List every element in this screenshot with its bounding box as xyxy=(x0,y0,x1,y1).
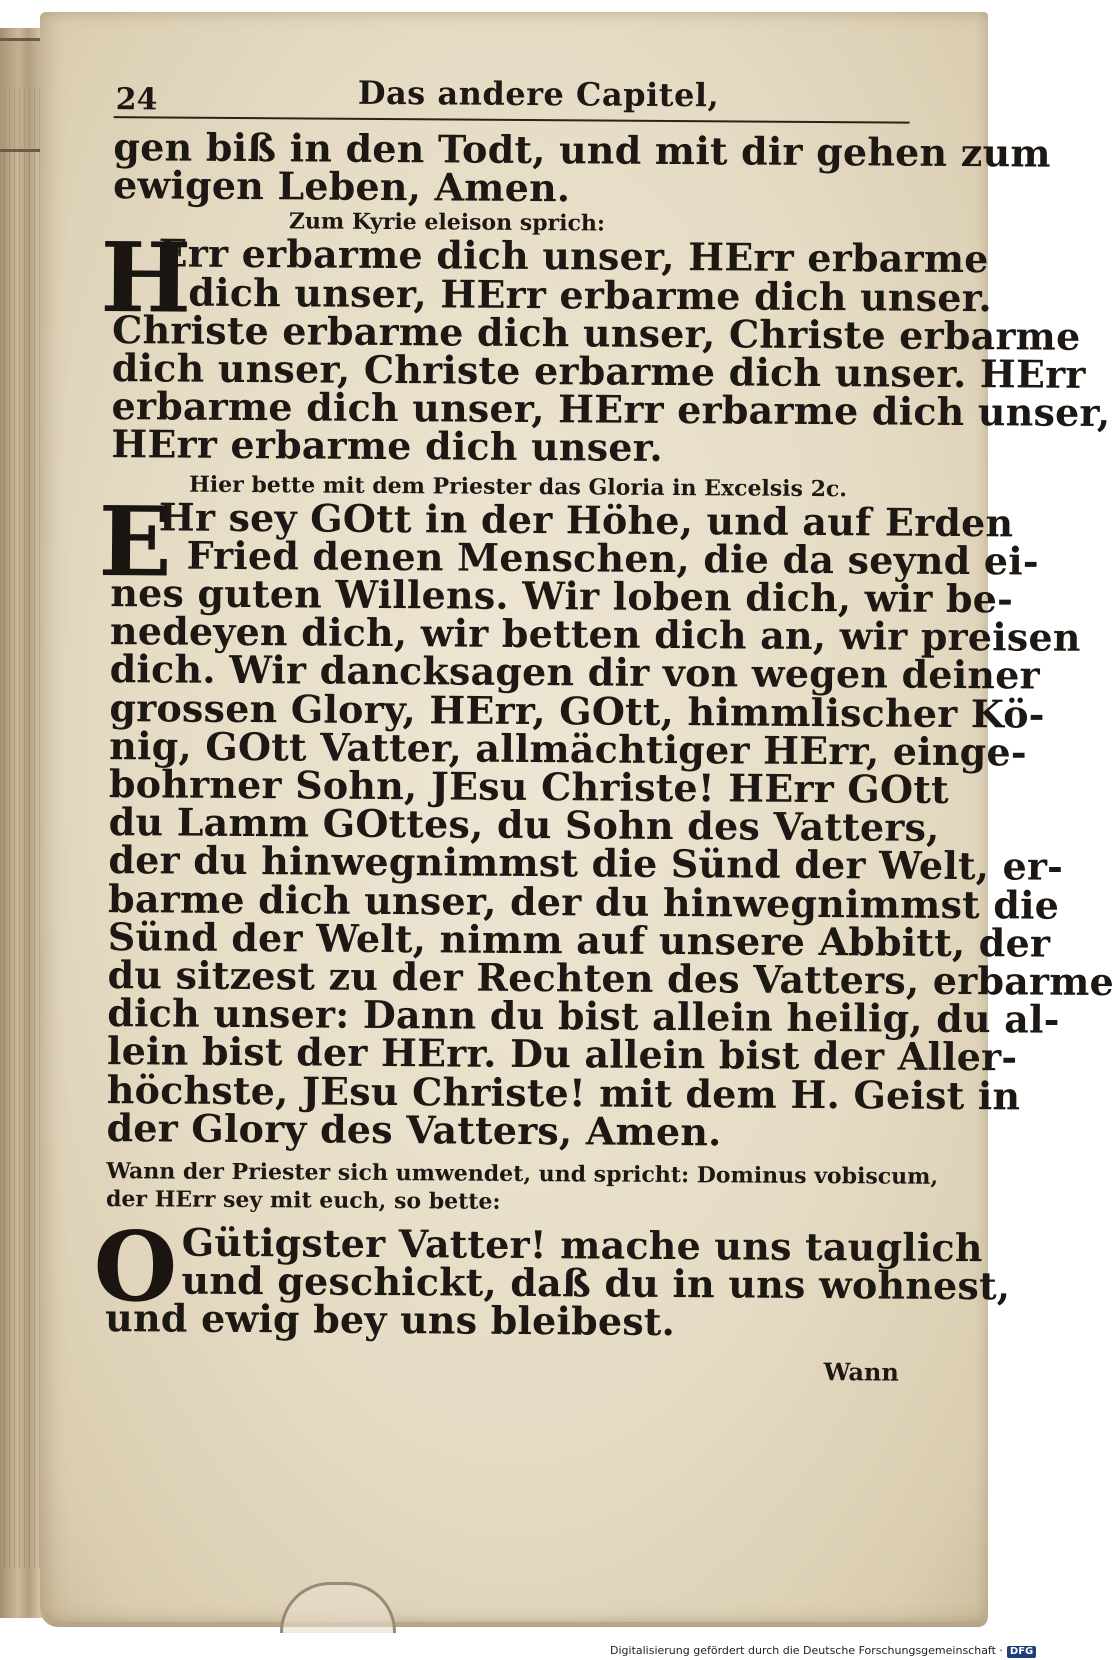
text-line: lein bist der HErr. Du allein bist der Aller- xyxy=(106,1028,1018,1080)
text-line: bohrner Sohn, JEsu Christe! HErr GOtt xyxy=(108,761,949,812)
text-line: Christe erbarme dich unser, Christe erbarme xyxy=(111,306,1081,359)
text-line: Gütigster Vatter! mache uns tauglich xyxy=(181,1219,983,1271)
text-line: ewigen Leben, Amen. xyxy=(112,162,571,211)
chapter-title: Das andere Capitel, xyxy=(357,73,720,115)
text-line: höchste, JEsu Christe! mit dem H. Geist in xyxy=(106,1066,1021,1119)
text-line: nedeyen dich, wir betten dich an, wir preisen xyxy=(109,608,1081,661)
page-number: 24 xyxy=(115,82,158,118)
funding-text: Digitalisierung gefördert durch die Deutsche Forschungsgemeinschaft · xyxy=(610,1644,1003,1657)
rubric-gloria: Hier bette mit dem Priester das Gloria in Excelsis 2c. xyxy=(188,471,848,502)
rubric-kyrie: Zum Kyrie eleison sprich: xyxy=(288,208,606,237)
text-line: der Glory des Vatters, Amen. xyxy=(106,1104,722,1155)
rubric-dominus: Wann der Priester sich umwendet, und spricht: Dominus vobiscum, xyxy=(106,1158,939,1190)
text-line: nes guten Willens. Wir loben dich, wir be- xyxy=(110,570,1014,622)
text-line: HErr erbarme dich unser. xyxy=(111,421,664,471)
running-head xyxy=(100,60,912,116)
paragraph-continuation xyxy=(99,124,1051,211)
text-line: nig, GOtt Vatter, allmächtiger HErr, einge- xyxy=(109,722,1027,775)
text-line: dich unser: Dann du bist allein heilig, du al- xyxy=(107,990,1060,1042)
dfg-logo: DFG xyxy=(1007,1646,1036,1658)
paragraph-prayer xyxy=(91,1210,1011,1345)
text-line: Fried denen Menschen, die da seynd ei- xyxy=(186,532,1040,584)
text-line: Hr sey GOtt in der Höhe, und auf Erden xyxy=(158,494,1014,546)
text-line: und geschickt, daß du in uns wohnest, xyxy=(181,1257,1011,1309)
text-line: der du hinwegnimmst die Sünd der Welt, er- xyxy=(108,837,1064,890)
page-text xyxy=(91,60,1115,1387)
text-line: gen biß in den Todt, und mit dir gehen zum xyxy=(113,124,1051,176)
text-line: du Lamm GOttes, du Sohn des Vatters, xyxy=(108,799,940,851)
funding-notice xyxy=(610,1644,1036,1658)
text-line: dich unser, Christe erbarme dich unser. HErr xyxy=(111,345,1086,397)
text-line: du sitzest zu der Rechten des Vatters, erbarme xyxy=(107,952,1115,1005)
text-line: barme dich unser, der du hinwegnimmst die xyxy=(107,875,1060,928)
dropcap: E xyxy=(98,484,173,599)
text-line: dich. Wir dancksagen dir von wegen deiner xyxy=(109,646,1040,699)
rubric-dominus: der HErr sey mit euch, so bette: xyxy=(105,1186,501,1215)
text-line: Sünd der Welt, nimm auf unsere Abbitt, der xyxy=(107,913,1051,966)
text-line: erbarme dich unser, HErr erbarme dich unser, xyxy=(111,383,1111,436)
text-line: dich unser, HErr erbarme dich unser. xyxy=(188,269,993,320)
dropcap: H xyxy=(100,221,192,336)
catchword: Wann xyxy=(823,1356,899,1387)
text-line: und ewig bey uns bleibest. xyxy=(105,1295,676,1345)
text-line: Err erbarme dich unser, HErr erbarme xyxy=(158,230,989,282)
text-line: grossen Glory, HErr, GOtt, himmlischer Kö- xyxy=(109,684,1045,737)
dropcap: O xyxy=(93,1210,178,1324)
